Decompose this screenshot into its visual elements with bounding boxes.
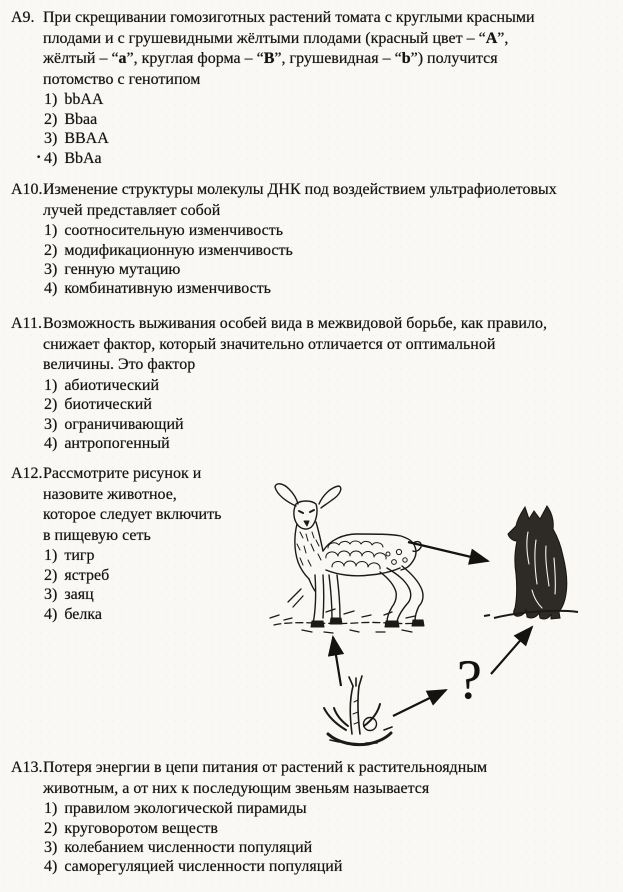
stem-line: При скрещивании гомозиготных растений томата с круглыми красными — [43, 9, 535, 26]
question-stem — [11, 180, 619, 221]
question-stem — [11, 314, 619, 376]
option-number: 2) — [44, 241, 58, 259]
question-number: А10. — [11, 181, 43, 198]
option-text: bbAA — [64, 91, 104, 109]
answer-option — [44, 279, 619, 298]
option-number: 1) — [44, 547, 58, 565]
stem-line: потомство с генотипом — [43, 70, 201, 88]
stem-line: Изменение структуры молекулы ДНК под воздействием ультрафиолетовых — [43, 181, 557, 198]
stem-line: Потеря энергии в цепи питания от растений к растительноядным — [43, 759, 488, 776]
option-number: 3) — [44, 261, 58, 278]
question-block-a11 — [11, 314, 619, 453]
option-text: ограничивающий — [64, 415, 184, 433]
stem-line: жёлтый – “a”, круглая форма – “B”, грушевидная – “b”) получится — [43, 50, 498, 68]
option-text: биотический — [64, 396, 152, 414]
option-number: 1) — [44, 91, 58, 109]
option-text: модификационную изменчивость — [64, 241, 293, 259]
stem-line: которое следует включить — [43, 506, 222, 524]
stray-dot-mark: · — [36, 148, 42, 166]
option-number: 2) — [44, 396, 58, 414]
answer-option — [44, 838, 619, 857]
stem-line: лучей представляет собой — [43, 201, 221, 219]
answer-option — [36, 148, 619, 168]
question-block-a10 — [11, 180, 619, 299]
option-number: 1) — [44, 800, 58, 818]
question-number: А9. — [11, 9, 35, 26]
option-text: белка — [64, 605, 102, 623]
option-text: BbAa — [64, 149, 102, 167]
answer-option — [44, 110, 619, 129]
stem-line: Возможность выживания особей вида в межвидовой борьбе, как правило, — [43, 315, 547, 332]
answer-option — [44, 395, 619, 414]
option-text: абиотический — [64, 376, 160, 394]
answer-option — [44, 799, 619, 818]
answer-option — [44, 129, 619, 148]
arrow-plant-to-fawn — [333, 637, 341, 686]
option-number: 1) — [44, 222, 58, 240]
question-stem — [11, 758, 619, 799]
option-number: 4) — [44, 280, 58, 298]
option-number: 4) — [44, 435, 58, 452]
answer-option — [44, 241, 619, 260]
answer-option — [44, 90, 619, 109]
option-number: 2) — [44, 566, 58, 584]
question-number: А13. — [11, 759, 43, 776]
arrow-plant-to-unknown — [393, 690, 446, 716]
option-text: генную мутацию — [64, 261, 181, 278]
option-text: заяц — [64, 586, 94, 604]
option-text: круговоротом веществ — [64, 819, 218, 837]
option-text: ястреб — [64, 566, 110, 584]
option-text: тигр — [64, 547, 95, 565]
options-list — [11, 221, 619, 299]
option-number: 2) — [44, 110, 58, 128]
options-list — [11, 376, 619, 454]
option-number: 3) — [44, 415, 58, 433]
answer-option — [44, 415, 619, 434]
fawn-illustration — [275, 484, 424, 627]
question-stem — [11, 8, 619, 90]
option-text: BBAA — [64, 130, 109, 148]
option-number: 3) — [44, 586, 58, 604]
answer-option — [44, 819, 619, 838]
answer-option — [44, 857, 619, 876]
answer-option — [44, 221, 619, 240]
option-number: 1) — [44, 376, 58, 394]
stem-line: снижает фактор, который значительно отличается от оптимальной — [43, 335, 496, 353]
answer-option — [44, 260, 619, 279]
food-web-figure — [266, 462, 620, 762]
options-list — [11, 799, 619, 877]
stem-line: животным, а от них к последующим звеньям называется — [43, 779, 430, 797]
question-number: А11. — [11, 315, 42, 332]
plant-illustration — [324, 676, 392, 745]
question-number: А12. — [11, 465, 43, 482]
arrow-fawn-to-wolf — [408, 542, 488, 561]
question-mark-symbol: ? — [457, 649, 482, 711]
option-text: Bbaa — [64, 110, 98, 128]
stem-line: в пищевую сеть — [43, 526, 151, 544]
option-text: комбинативную изменчивость — [64, 280, 271, 298]
option-number: 3) — [44, 130, 58, 148]
option-text: правилом экологической пирамиды — [64, 800, 307, 818]
option-number: 4) — [44, 858, 58, 876]
question-block-a9 — [11, 8, 619, 168]
stem-line: назовите животное, — [43, 485, 177, 503]
arrow-unknown-to-wolf — [491, 627, 532, 674]
options-list — [11, 90, 619, 168]
wolf-illustration — [484, 506, 578, 619]
option-number: 3) — [44, 839, 58, 856]
option-number: 2) — [44, 819, 58, 837]
stem-line: Рассмотрите рисунок и — [43, 465, 202, 482]
answer-option — [44, 376, 619, 395]
stem-line: величины. Это фактор — [43, 356, 196, 374]
option-text: соотносительную изменчивость — [64, 222, 284, 240]
option-number: 4) — [44, 149, 58, 167]
option-text: колебанием численности популяций — [64, 839, 313, 856]
stem-line: плодами и с грушевидными жёлтыми плодами (красный цвет – “A”, — [43, 29, 509, 47]
answer-option — [44, 434, 619, 453]
option-text: антропогенный — [64, 435, 170, 452]
option-text: саморегуляцией численности популяций — [64, 858, 343, 876]
question-block-a13 — [11, 758, 619, 877]
option-number: 4) — [44, 605, 58, 623]
